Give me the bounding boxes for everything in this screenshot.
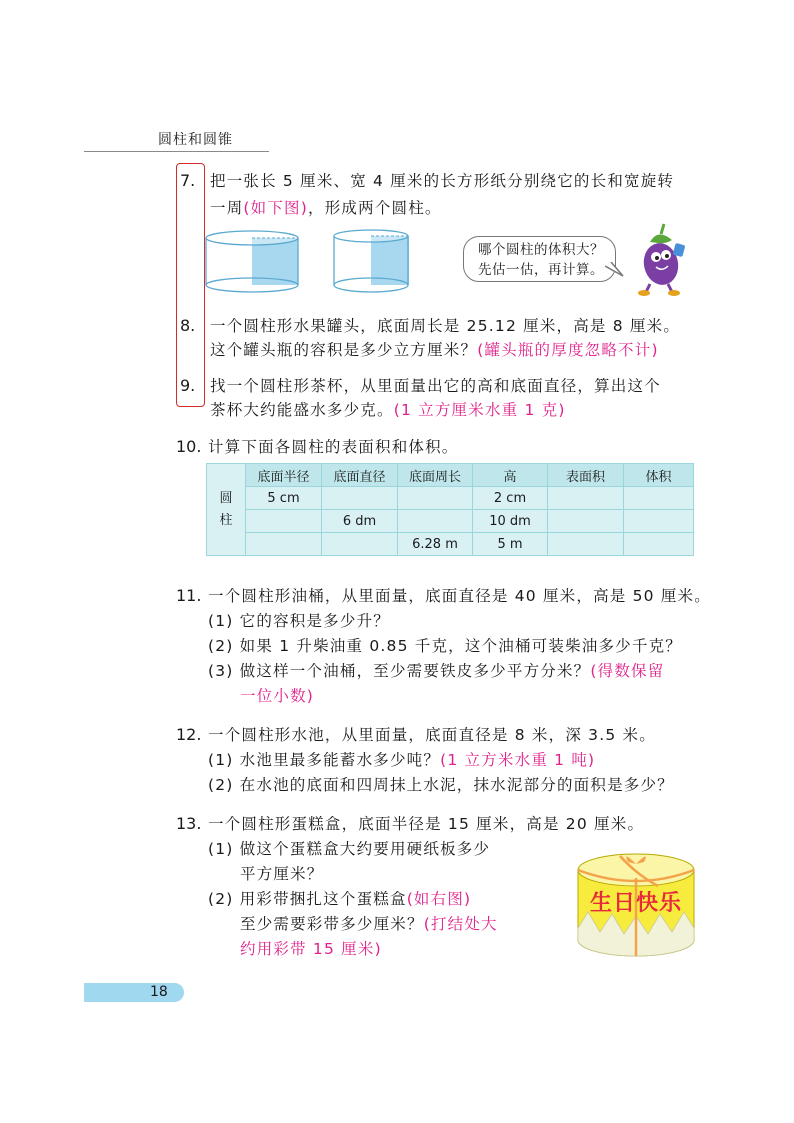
q7-line1: 把一张长 5 厘米、宽 4 厘米的长方形纸分别绕它的长和宽旋转 <box>210 172 675 190</box>
q7-line2-end: ，形成两个圆柱。 <box>308 199 442 217</box>
table-cell <box>624 510 694 533</box>
q11-sub3-note: (得数保留 <box>590 662 665 680</box>
q8-line2-note: (罐头瓶的厚度忽略不计) <box>477 341 659 359</box>
q9-line2-note: (1 立方厘米水重 1 克) <box>393 401 566 419</box>
q12-text: 一个圆柱形水池，从里面量，底面直径是 8 米，深 3.5 米。 <box>208 726 656 744</box>
q13-sub2-note: (如右图) <box>406 890 472 908</box>
q9-number: 9. <box>180 376 196 395</box>
table-cell: 10 dm <box>473 510 548 533</box>
cylinder-figure-1 <box>204 229 304 295</box>
header-diameter: 底面直径 <box>322 464 398 487</box>
q11-sub3-note-cont: 一位小数) <box>240 687 315 705</box>
q7-line2-note: (如下图) <box>243 199 309 217</box>
header-radius: 底面半径 <box>246 464 322 487</box>
header-divider <box>84 151 269 152</box>
q12-number: 12. <box>176 725 202 744</box>
q13-sub2-line1 <box>208 886 471 912</box>
q8-number: 8. <box>180 316 196 335</box>
q11-sub3 <box>208 658 664 684</box>
table-header-row <box>207 464 694 487</box>
q7-line2 <box>210 195 442 221</box>
bubble-line1: 哪个圆柱的体积大？ <box>478 242 604 258</box>
question-group-box <box>176 163 205 407</box>
q8-line2-text: 这个罐头瓶的容积是多少立方厘米？ <box>210 341 478 359</box>
speech-bubble <box>463 236 616 282</box>
q13-sub1-line2: 平方厘米？ <box>240 865 324 883</box>
q10-number: 10. <box>176 437 202 456</box>
table-cell <box>398 510 473 533</box>
bubble-tail <box>605 262 625 282</box>
table-row-label: 圆 柱 <box>207 464 246 556</box>
cylinder-data-table <box>206 463 694 556</box>
q12-sub2: (2) 在水池的底面和四周抹上水泥，抹水泥部分的面积是多少？ <box>208 776 674 794</box>
eggplant-mascot-icon <box>628 220 690 296</box>
table-cell: 6 dm <box>322 510 398 533</box>
q11-sub3-text: (3) 做这样一个油桶，至少需要铁皮多少平方分米？ <box>208 662 591 680</box>
page-number: 18 <box>150 984 168 1000</box>
q13-sub1-line1: (1) 做这个蛋糕盒大约要用硬纸板多少 <box>208 840 491 858</box>
q13-sub2-line2-note: (打结处大 <box>423 915 498 933</box>
table-cell: 2 cm <box>473 487 548 510</box>
table-row <box>207 510 694 533</box>
chapter-title: 圆柱和圆锥 <box>158 132 233 148</box>
cake-box-illustration <box>572 848 700 960</box>
bubble-line2: 先估一估，再计算。 <box>478 262 604 278</box>
table-cell <box>246 510 322 533</box>
cylinder-figure-2 <box>332 229 414 295</box>
table-cell <box>398 487 473 510</box>
q12-sub1-note: (1 立方米水重 1 吨) <box>440 751 596 769</box>
q11-text: 一个圆柱形油桶，从里面量，底面直径是 40 厘米，高是 50 厘米。 <box>208 587 711 605</box>
table-cell <box>548 533 624 556</box>
header-surface-area: 表面积 <box>548 464 624 487</box>
table-cell <box>322 487 398 510</box>
q13-sub2-line2-text: 至少需要彩带多少厘米？ <box>240 915 424 933</box>
q11-sub2: (2) 如果 1 升柴油重 0.85 千克，这个油桶可装柴油多少千克？ <box>208 637 682 655</box>
table-row <box>207 533 694 556</box>
q9-line2-text: 茶杯大约能盛水多少克。 <box>210 401 394 419</box>
q7-number: 7. <box>180 171 196 190</box>
table-row <box>207 487 694 510</box>
header-circumference: 底面周长 <box>398 464 473 487</box>
q11-sub1: (1) 它的容积是多少升？ <box>208 612 390 630</box>
table-cell <box>322 533 398 556</box>
q12-sub1 <box>208 747 595 773</box>
q8-line2 <box>210 337 659 363</box>
table-cell <box>548 487 624 510</box>
table-cell <box>548 510 624 533</box>
q13-text: 一个圆柱形蛋糕盒，底面半径是 15 厘米，高是 20 厘米。 <box>208 815 645 833</box>
table-cell <box>624 533 694 556</box>
q8-line1: 一个圆柱形水果罐头，底面周长是 25.12 厘米，高是 8 厘米。 <box>210 317 681 335</box>
page-number-tab <box>84 983 184 1002</box>
table-cell: 5 m <box>473 533 548 556</box>
q13-sub2-line2 <box>240 911 498 937</box>
table-cell: 5 cm <box>246 487 322 510</box>
q13-number: 13. <box>176 814 202 833</box>
header-volume: 体积 <box>624 464 694 487</box>
q9-line2 <box>210 397 566 423</box>
q9-line1: 找一个圆柱形茶杯，从里面量出它的高和底面直径，算出这个 <box>210 377 661 395</box>
q12-sub1-text: (1) 水池里最多能蓄水多少吨？ <box>208 751 441 769</box>
header-height: 高 <box>473 464 548 487</box>
table-cell <box>246 533 322 556</box>
q11-number: 11. <box>176 586 202 605</box>
q13-sub2-text: (2) 用彩带捆扎这个蛋糕盒 <box>208 890 407 908</box>
table-cell <box>624 487 694 510</box>
cake-text: 生日快乐 <box>589 891 682 916</box>
q13-sub2-line3: 约用彩带 15 厘米) <box>240 940 382 958</box>
q7-line2-start: 一周 <box>210 199 244 217</box>
q10-text: 计算下面各圆柱的表面积和体积。 <box>208 438 459 456</box>
table-cell: 6.28 m <box>398 533 473 556</box>
